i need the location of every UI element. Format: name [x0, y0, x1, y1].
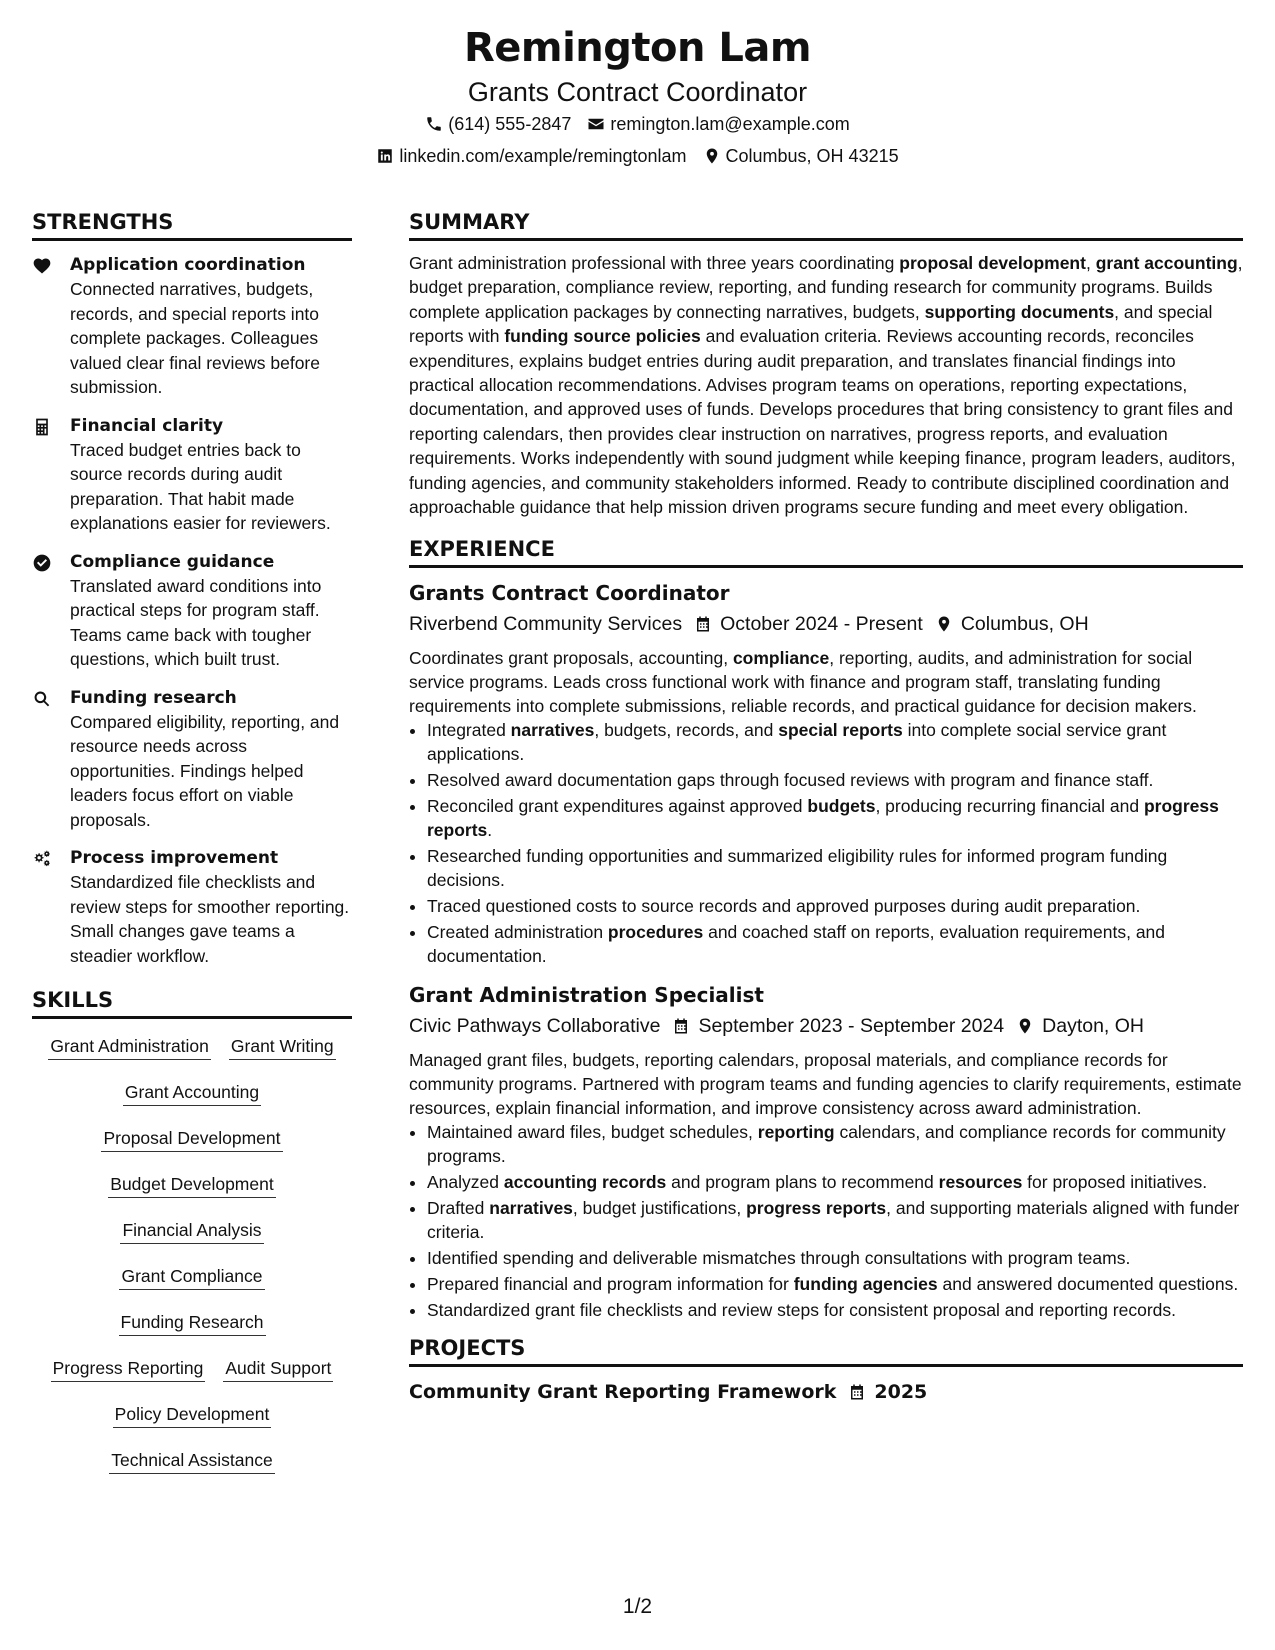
job-dates — [694, 608, 923, 640]
text-run: Reconciled grant expenditures against approved — [427, 796, 808, 817]
text-run: . — [487, 820, 493, 841]
skill-tag: Grant Accounting — [123, 1079, 261, 1106]
bold-text: supporting documents — [924, 301, 1115, 322]
job-dates-text: September 2023 - September 2024 — [698, 1015, 1005, 1038]
phone-text: (614) 555-2847 — [448, 114, 572, 134]
job-meta — [409, 608, 1243, 640]
job-bullets — [409, 718, 1243, 968]
contact-row-1 — [0, 108, 1275, 140]
job-location — [935, 608, 1089, 640]
map-pin-icon — [1016, 1017, 1034, 1035]
text-run: , producing recurring financial and — [875, 796, 1144, 817]
skill-tag: Technical Assistance — [109, 1447, 274, 1474]
phone-contact — [425, 108, 571, 140]
gears-icon — [32, 849, 52, 869]
project-title: Community Grant Reporting Framework — [409, 1381, 837, 1404]
skill-tag: Financial Analysis — [120, 1217, 263, 1244]
projects-heading: PROJECTS — [409, 1334, 1243, 1367]
bullet-item — [427, 1272, 1243, 1296]
text-run: , reporting, audits, and administration for social service programs. Leads cross functional work with finance and program staff, translating funding requirements into complete submissions, reliable records, and practical guidance for decision makers. — [409, 648, 1197, 717]
text-run: Created administration — [427, 922, 608, 943]
text-run: Analyzed — [427, 1172, 504, 1193]
strength-body — [70, 414, 352, 536]
skill-tag: Proposal Development — [101, 1125, 282, 1152]
text-run: Researched funding opportunities and summarized eligibility rules for informed program funding decisions. — [427, 846, 1168, 891]
strength-title: Compliance guidance — [70, 551, 275, 572]
map-pin-icon — [935, 615, 953, 633]
bold-text: grant accounting — [1095, 253, 1238, 273]
heart-icon — [32, 256, 52, 276]
bold-text: reporting — [757, 1122, 835, 1143]
bold-text: procedures — [607, 922, 704, 943]
text-run: , budget preparation, compliance review, reporting, and funding research for community programs. Builds complete application packages by connecting narratives, budgets, — [409, 253, 1243, 322]
bold-text: narratives — [510, 720, 595, 741]
job-entry — [409, 578, 1243, 968]
text-run: and coached staff on reports, evaluation requirements, and documentation. — [427, 922, 1166, 967]
strength-description: Traced budget entries back to source records during audit preparation. That habit made explanations easier for reviewers. — [70, 439, 331, 533]
left-column — [32, 208, 352, 1493]
strength-icon-wrap — [32, 550, 56, 672]
location-text: Columbus, OH 43215 — [725, 146, 899, 166]
text-run: and evaluation criteria. Reviews accounting records, reconciles expenditures, explains budget entries during audit preparation, and translates financial findings into practical allocation recommendations. Advises program teams on operations, reporting expectations, documentation, and approved uses of funds. Develops procedures that bring consistency to grant files and reporting calendars, then provides clear instruction on narratives, progress reports, and evaluation requirements. Works independently with sound judgment while keeping finance, program leaders, auditors, funding agencies, and community stakeholders informed. Ready to contribute disciplined coordination and approachable guidance that help mission driven programs secure funding and meet every obligation. — [409, 326, 1236, 518]
strength-title: Funding research — [70, 687, 237, 708]
text-run: Traced questioned costs to source records and approved purposes during audit preparation. — [427, 896, 1141, 917]
skill-tag: Budget Development — [108, 1171, 275, 1198]
email-contact[interactable] — [587, 108, 849, 140]
strength-icon-wrap — [32, 686, 56, 833]
text-run: Grant administration professional with three years coordinating — [409, 253, 900, 273]
strength-icon-wrap — [32, 414, 56, 536]
bold-text: resources — [938, 1172, 1023, 1193]
text-run: , and supporting materials aligned with funder criteria. — [427, 1198, 1240, 1243]
strength-description: Standardized file checklists and review steps for smoother reporting. Small changes gave teams a steadier workflow. — [70, 872, 350, 966]
email-link[interactable]: remington.lam@example.com — [610, 114, 850, 134]
strength-item — [32, 846, 352, 968]
job-bullets — [409, 1120, 1243, 1322]
bullet-item — [427, 718, 1243, 766]
strength-description: Connected narratives, budgets, records, and special reports into complete packages. Colleagues valued clear final reviews before submission. — [70, 279, 320, 397]
job-description — [409, 1048, 1243, 1120]
bullet-item — [427, 1246, 1243, 1270]
text-run: Standardized grant file checklists and review steps for consistent proposal and reporting records. — [427, 1300, 1177, 1321]
job-location-text: Columbus, OH — [960, 613, 1089, 636]
strength-body — [70, 550, 352, 672]
job-organization: Civic Pathways Collaborative — [409, 1015, 661, 1038]
skill-tag: Audit Support — [223, 1355, 333, 1382]
job-organization: Riverbend Community Services — [409, 613, 683, 636]
skill-tag: Policy Development — [113, 1401, 272, 1428]
strength-description: Compared eligibility, reporting, and resource needs across opportunities. Findings helped leaders focus effort on viable proposals. — [70, 711, 340, 830]
linkedin-contact[interactable] — [376, 140, 686, 172]
strength-icon-wrap — [32, 253, 56, 400]
text-run: Drafted — [427, 1198, 490, 1219]
skills-heading: SKILLS — [32, 986, 352, 1019]
project-date-text: 2025 — [874, 1381, 928, 1404]
bullet-item — [427, 1298, 1243, 1322]
skill-tag: Grant Compliance — [119, 1263, 264, 1290]
job-dates — [672, 1010, 1004, 1042]
bold-text: special reports — [778, 720, 903, 741]
job-title: Grant Administration Specialist — [409, 983, 764, 1008]
text-run: Managed grant files, budgets, reporting calendars, proposal materials, and compliance records for community programs. Partnered with program teams and funding agencies to clarify requirements, estimate resources, explain financial information, and improve consistency across award administration. — [409, 1050, 1242, 1119]
strength-title: Process improvement — [70, 848, 279, 868]
text-run: , budgets, records, and — [594, 720, 779, 741]
strength-item — [32, 253, 352, 400]
strength-title: Financial clarity — [70, 415, 224, 436]
candidate-title: Grants Contract Coordinator — [467, 77, 808, 107]
job-meta — [409, 1010, 1243, 1042]
location-contact — [703, 140, 899, 172]
check-circle-icon — [32, 553, 52, 573]
calendar-icon — [694, 615, 712, 633]
page-number: 1/2 — [622, 1595, 653, 1618]
bold-text: funding source policies — [504, 326, 701, 347]
strength-body — [70, 253, 352, 400]
strength-body — [70, 846, 352, 968]
skill-tag: Grant Administration — [48, 1033, 211, 1060]
bullet-item — [427, 844, 1243, 892]
strengths-heading: STRENGTHS — [32, 208, 352, 241]
job-dates-text: October 2024 - Present — [720, 613, 923, 636]
calculator-icon — [32, 417, 52, 437]
bold-text: narratives — [489, 1198, 573, 1219]
skill-tag: Progress Reporting — [51, 1355, 206, 1382]
contact-row-2 — [0, 140, 1275, 172]
job-location — [1016, 1010, 1144, 1042]
text-run: calendars, and compliance records for community programs. — [427, 1122, 1226, 1167]
candidate-name: Remington Lam — [463, 25, 812, 71]
text-run: Integrated — [427, 720, 511, 741]
text-run: and program plans to recommend — [666, 1172, 939, 1193]
skills-list — [32, 1033, 352, 1493]
bold-text: proposal development — [899, 253, 1086, 273]
summary-heading: SUMMARY — [409, 208, 1243, 241]
strength-title: Application coordination — [70, 255, 306, 275]
text-run: Prepared financial and program information for — [427, 1274, 794, 1295]
bullet-item — [427, 1196, 1243, 1244]
job-location-text: Dayton, OH — [1042, 1015, 1145, 1038]
bold-text: budgets — [807, 796, 876, 817]
text-run: , budget justifications, — [572, 1198, 747, 1219]
experience-heading: EXPERIENCE — [409, 535, 1243, 568]
bold-text: compliance — [732, 648, 830, 669]
summary-text — [409, 251, 1243, 519]
job-title: Grants Contract Coordinator — [409, 581, 730, 606]
strength-icon-wrap — [32, 846, 56, 968]
calendar-icon — [672, 1017, 690, 1035]
experience-list — [409, 578, 1243, 1322]
project-date — [848, 1377, 927, 1407]
linkedin-link[interactable]: linkedin.com/example/remingtonlam — [399, 146, 687, 166]
text-run: Maintained award files, budget schedules, — [427, 1122, 758, 1143]
bullet-item — [427, 894, 1243, 918]
bullet-item — [427, 1120, 1243, 1168]
strength-item — [32, 686, 352, 833]
strength-item — [32, 550, 352, 672]
bullet-item — [427, 1170, 1243, 1194]
strengths-list — [32, 253, 352, 968]
strength-body — [70, 686, 352, 833]
bold-text: progress reports — [427, 796, 1219, 841]
bold-text: accounting records — [503, 1172, 667, 1193]
text-run: , — [1085, 253, 1096, 273]
text-run: Identified spending and deliverable mismatches through consultations with program teams. — [427, 1248, 1131, 1269]
envelope-icon — [587, 115, 605, 133]
calendar-icon — [848, 1383, 866, 1401]
project-entry — [409, 1377, 1243, 1407]
bullet-item — [427, 794, 1243, 842]
bold-text: progress reports — [746, 1198, 887, 1219]
skill-tag: Funding Research — [119, 1309, 266, 1336]
text-run: Coordinates grant proposals, accounting, — [409, 648, 733, 669]
text-run: Resolved award documentation gaps through focused reviews with program and finance staff. — [427, 770, 1154, 791]
skill-tag: Grant Writing — [229, 1033, 336, 1060]
job-entry — [409, 980, 1243, 1322]
strength-item — [32, 414, 352, 536]
resume-header — [0, 20, 1275, 172]
map-pin-icon — [703, 147, 721, 165]
bullet-item — [427, 920, 1243, 968]
search-icon — [32, 689, 52, 709]
text-run: and answered documented questions. — [937, 1274, 1239, 1295]
text-run: for proposed initiatives. — [1022, 1172, 1208, 1193]
bold-text: funding agencies — [793, 1274, 938, 1295]
phone-icon — [425, 115, 443, 133]
strength-description: Translated award conditions into practical steps for program staff. Teams came back with tougher questions, which built trust. — [70, 575, 322, 669]
linkedin-icon — [376, 147, 394, 165]
job-description — [409, 646, 1243, 718]
right-column — [409, 208, 1243, 1407]
projects-list — [409, 1377, 1243, 1407]
text-run: into complete social service grant applications. — [427, 720, 1167, 765]
text-run: , and special reports with — [409, 301, 1213, 347]
bullet-item — [427, 768, 1243, 792]
